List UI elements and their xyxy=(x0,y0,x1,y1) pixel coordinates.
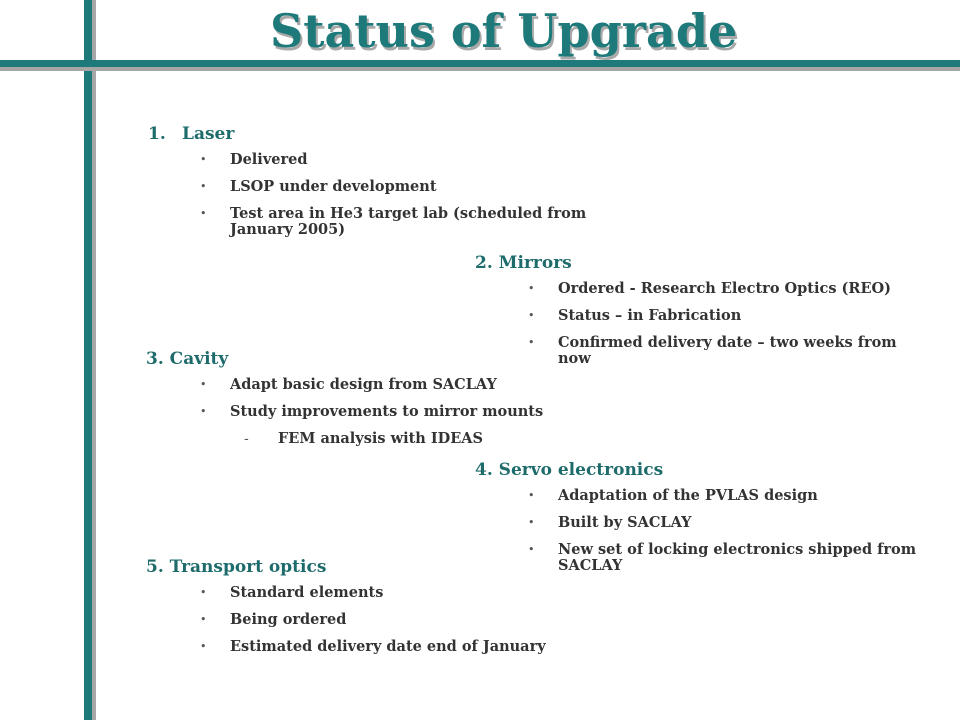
list-item: • Standard elements xyxy=(230,585,586,601)
section-title: Laser xyxy=(182,124,235,144)
section-heading xyxy=(148,124,568,144)
bullet-list xyxy=(146,585,586,655)
list-item: • Confirmed delivery date – two weeks from now xyxy=(558,335,918,367)
list-item: • Status – in Fabrication xyxy=(558,308,925,324)
section-number: 1. xyxy=(148,124,166,144)
vertical-accent-bar xyxy=(84,0,92,720)
section-heading: 4. Servo electronics xyxy=(475,460,664,480)
horizontal-accent-bar xyxy=(0,60,960,67)
slide-title: Status of Upgrade xyxy=(270,4,738,58)
list-item: • Estimated delivery date end of January xyxy=(230,639,586,655)
list-item: • Adaptation of the PVLAS design xyxy=(558,488,925,504)
section-heading: 3. Cavity xyxy=(146,349,229,369)
list-item: • LSOP under development xyxy=(230,179,568,195)
list-item: • Being ordered xyxy=(230,612,586,628)
sub-list-item: - FEM analysis with IDEAS xyxy=(278,431,576,447)
list-item: • Test area in He3 target lab (scheduled from January 2005) xyxy=(230,206,610,238)
list-item: • Adapt basic design from SACLAY xyxy=(230,377,576,393)
section-heading: 2. Mirrors xyxy=(475,253,572,273)
list-item: • Study improvements to mirror mounts xyxy=(230,404,576,420)
list-item: • Delivered xyxy=(230,152,568,168)
bullet-list xyxy=(148,151,587,238)
list-item: • Built by SACLAY xyxy=(558,515,925,531)
section-transport-optics xyxy=(146,557,586,666)
bullet-list xyxy=(146,377,576,447)
section-cavity xyxy=(146,349,576,458)
section-laser xyxy=(148,124,587,249)
list-item: • New set of locking electronics shipped from SACLAY xyxy=(558,542,923,574)
list-item: • Ordered - Research Electro Optics (REO) xyxy=(558,281,925,297)
section-heading: 5. Transport optics xyxy=(146,557,327,577)
